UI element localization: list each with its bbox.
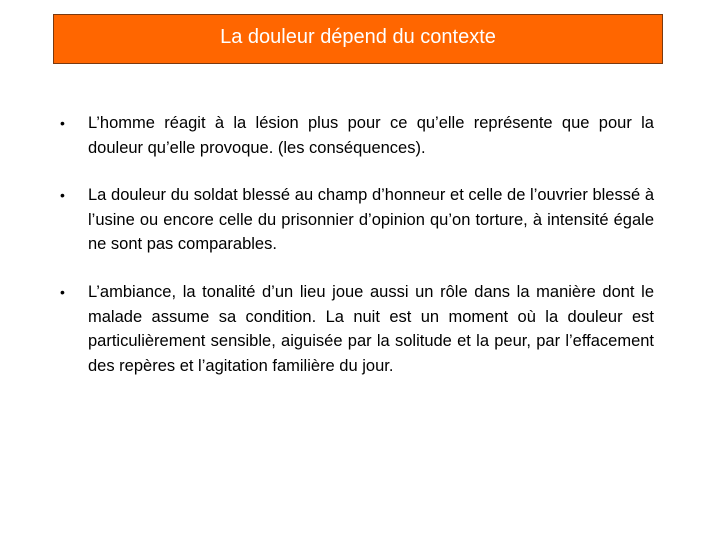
- bullet-item: [60, 183, 654, 257]
- bullet-icon: •: [60, 187, 65, 204]
- title-banner: [53, 14, 663, 64]
- bullet-item: [60, 111, 654, 160]
- slide-title: La douleur dépend du contexte: [220, 26, 496, 48]
- bullet-icon: •: [60, 283, 65, 300]
- bullet-text: La douleur du soldat blessé au champ d’honneur et celle de l’ouvrier blessé à l’usine ou encore celle du prisonnier d’opinion qu’on torture, à intensité égale ne sont pas comparables.: [88, 186, 654, 254]
- bullet-text: L’homme réagit à la lésion plus pour ce qu’elle représente que pour la douleur qu’elle provoque. (les conséquences).: [88, 114, 654, 157]
- bullet-item: [60, 280, 654, 378]
- bullet-list: [60, 111, 654, 378]
- bullet-text: L’ambiance, la tonalité d’un lieu joue aussi un rôle dans la manière dont le malade assume sa condition. La nuit est un moment où la douleur est particulièrement sensible, aiguisée par la solitude et la peur, par l’effacement des repères et l’agitation familière du jour.: [88, 282, 654, 375]
- bullet-icon: •: [60, 115, 65, 131]
